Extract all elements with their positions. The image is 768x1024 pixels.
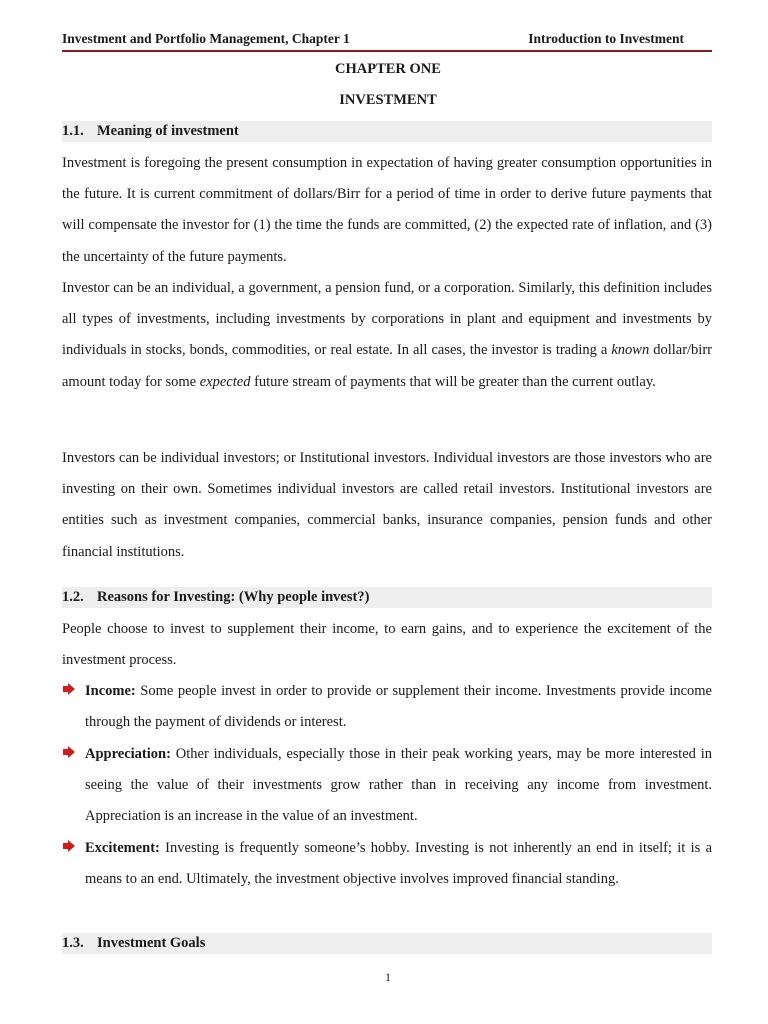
emphasis-known: known bbox=[611, 342, 650, 359]
section-heading-1-1 bbox=[62, 121, 712, 142]
page-number: 1 bbox=[385, 970, 391, 984]
section-heading-1-2 bbox=[62, 587, 712, 608]
section-heading-1-3 bbox=[62, 933, 712, 954]
emphasis-expected: expected bbox=[199, 373, 251, 390]
bullet-text: Appreciation: Other individuals, especially those in their peak working years, may be more interested in seeing the value of their investments grow rather than in receiving any income from investment. Appreciation is an increase in the value of an investment. bbox=[85, 746, 712, 825]
right-arrow-icon bbox=[62, 839, 76, 853]
section-number: 1.3. bbox=[62, 935, 84, 951]
page-header bbox=[62, 30, 712, 52]
header-right-title: Introduction to Investment bbox=[528, 31, 684, 46]
paragraph-meaning: Investment is foregoing the present consumption in expectation of having greater consumption opportunities in the future. It is current commitment of dollars/Birr for a period of time in order to derive future payments that will compensate the investor for (1) the time the funds are committed, (2) the expected rate of inflation, and (3) the uncertainty of the future payments. bbox=[62, 155, 712, 265]
bullet-text: Income: Some people invest in order to provide or supplement their income. Investments provide income through the payment of dividends or interest. bbox=[85, 683, 712, 731]
section-title: Reasons for Investing: (Why people invest?) bbox=[97, 589, 370, 605]
section-title: Meaning of investment bbox=[97, 123, 239, 139]
header-left-title: Investment and Portfolio Management, Chapter 1 bbox=[62, 31, 350, 46]
right-arrow-icon bbox=[62, 745, 76, 759]
section-title: Investment Goals bbox=[97, 935, 206, 951]
section-number: 1.1. bbox=[62, 123, 84, 139]
chapter-label: CHAPTER ONE bbox=[335, 61, 441, 77]
paragraph-individual-institutional: Investors can be individual investors; or Institutional investors. Individual investors are those investors who are investing on their own. Sometimes individual investors are called retail investors. Institutional investors are entities such as investment companies, commercial banks, insurance companies, pension funds and other financial institutions. bbox=[62, 450, 712, 560]
section-number: 1.2. bbox=[62, 589, 84, 605]
paragraph-investor-types: Investor can be an individual, a government, a pension fund, or a corporation. Similarly, this definition includes all types of investments, including investments by corporations in plant and equipment and investments by individuals in stocks, bonds, commodities, or real estate. In all cases, the investor is trading a known dollar/birr amount today for some expected future stream of payments that will be greater than the current outlay. bbox=[62, 280, 712, 390]
right-arrow-icon bbox=[62, 682, 76, 696]
paragraph-reasons-intro: People choose to invest to supplement their income, to earn gains, and to experience the excitement of the investment process. bbox=[62, 621, 712, 669]
bullet-text: Excitement: Investing is frequently someone’s hobby. Investing is not inherently an end in itself; it is a means to an end. Ultimately, the investment objective involves improved financial standing. bbox=[85, 840, 712, 888]
chapter-title: INVESTMENT bbox=[339, 92, 437, 108]
